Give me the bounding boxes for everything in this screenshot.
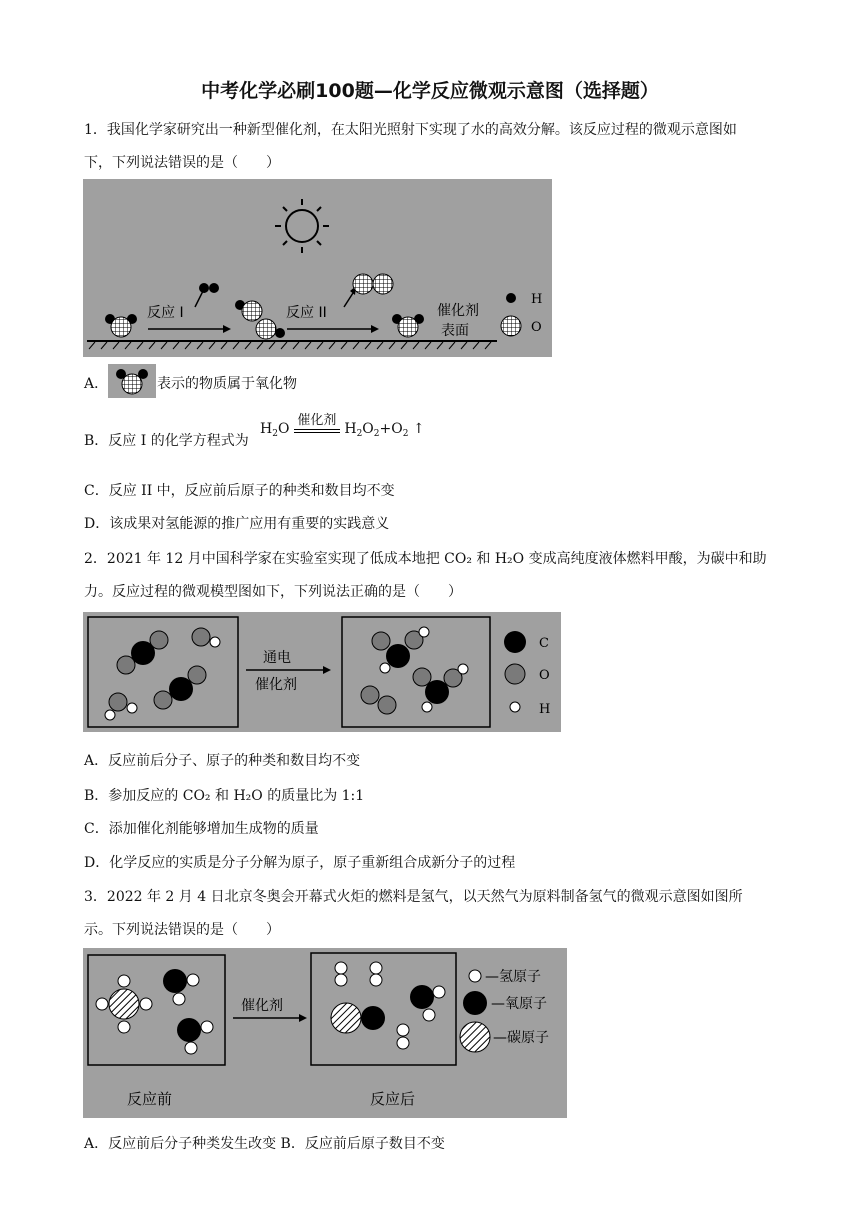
q1-option-a-text: 表示的物质属于氧化物 xyxy=(157,376,297,392)
q2-option-d: D．化学反应的实质是分子分解为原子，原子重新组合成新分子的过程 xyxy=(84,855,516,871)
q2-option-b: B．参加反应的 CO₂ 和 H₂O 的质量比为 1:1 xyxy=(84,788,365,804)
q2-legend-h: H xyxy=(539,702,551,717)
intermediate-molecule-icon xyxy=(235,300,285,339)
q2-option-c: C．添加催化剂能够增加生成物的质量 xyxy=(84,821,319,837)
eq-h2o: H xyxy=(260,421,273,437)
legend-h: H xyxy=(531,292,543,307)
water-molecule-icon xyxy=(392,314,424,337)
q3-figure xyxy=(83,948,567,1118)
q3-after-label: 反应后 xyxy=(370,1090,416,1108)
q3-legend-h: —氢原子 xyxy=(485,969,541,985)
q3-stem-line1: 3．2022 年 2 月 4 日北京冬奥会开幕式火炬的燃料是氢气，以天然气为原料制备氢气的微观示意图如图所 xyxy=(84,889,743,905)
reaction2-label: 反应 II xyxy=(286,305,327,321)
page-title: 中考化学必刷100题—化学反应微观示意图（选择题） xyxy=(201,80,659,102)
q2-stem-line2: 力。反应过程的微观模型图如下，下列说法正确的是（ ） xyxy=(84,584,462,600)
q2-arrow-top: 通电 xyxy=(263,650,291,666)
o-atom-legend-icon xyxy=(463,991,487,1015)
q3-arrow-label: 催化剂 xyxy=(241,998,283,1014)
eq-o2: O xyxy=(391,421,403,437)
q3-legend-c: —碳原子 xyxy=(493,1030,549,1046)
q2-legend-c: C xyxy=(539,636,549,651)
water-molecule-icon xyxy=(108,364,156,398)
q1-option-d: D．该成果对氢能源的推广应用有重要的实践意义 xyxy=(84,516,390,532)
q2-stem-line1: 2．2021 年 12 月中国科学家在实验室实现了低成本地把 CO₂ 和 H₂O 变成高纯度液体燃料甲酸，为碳中和助 xyxy=(84,551,767,567)
q1-option-a-prefix: A． xyxy=(84,376,109,392)
q2-arrow-bottom: 催化剂 xyxy=(255,677,297,693)
surface-label-1: 催化剂 xyxy=(437,303,479,319)
q1-stem-line2: 下，下列说法错误的是（ ） xyxy=(84,155,280,171)
h-atom-legend-icon xyxy=(506,293,516,303)
sun-icon xyxy=(275,199,329,253)
eq-h2o2: H xyxy=(344,421,357,437)
h-atom-legend-icon xyxy=(469,970,481,982)
q2-legend-o: O xyxy=(539,668,550,683)
h-atom-legend-icon xyxy=(510,702,520,712)
reaction1-label: 反应 I xyxy=(147,305,184,321)
water-molecule-icon xyxy=(105,314,137,337)
q1-option-b-prefix: B．反应 I 的化学方程式为 xyxy=(84,433,249,449)
q1-option-c: C．反应 II 中，反应前后原子的种类和数目均不变 xyxy=(84,483,395,499)
c-atom-legend-icon xyxy=(460,1022,490,1052)
q3-legend-o: —氧原子 xyxy=(491,996,547,1012)
q1-stem-line1: 1．我国化学家研究出一种新型催化剂，在太阳光照射下实现了水的高效分解。该反应过程的微观示意图如 xyxy=(84,122,737,138)
q2-figure xyxy=(83,612,561,732)
surface-label-2: 表面 xyxy=(441,323,469,339)
eq-catalyst: 催化剂 xyxy=(297,413,337,428)
c-atom-legend-icon xyxy=(504,631,526,653)
q1-option-b-equation: $H_2O$ 催化剂 $H_2O_2+O_2$ ↑ xyxy=(260,421,425,439)
q3-before-label: 反应前 xyxy=(127,1090,173,1108)
q3-stem-line2: 示。下列说法错误的是（ ） xyxy=(84,922,280,938)
q1-figure xyxy=(83,179,552,357)
legend-o: O xyxy=(531,320,542,335)
o-atom-legend-icon xyxy=(501,316,521,336)
o-atom-legend-icon xyxy=(505,664,525,684)
q2-option-a: A．反应前后分子、原子的种类和数目均不变 xyxy=(84,753,361,769)
q3-options-ab: A．反应前后分子种类发生改变 B．反应前后原子数目不变 xyxy=(84,1136,445,1152)
